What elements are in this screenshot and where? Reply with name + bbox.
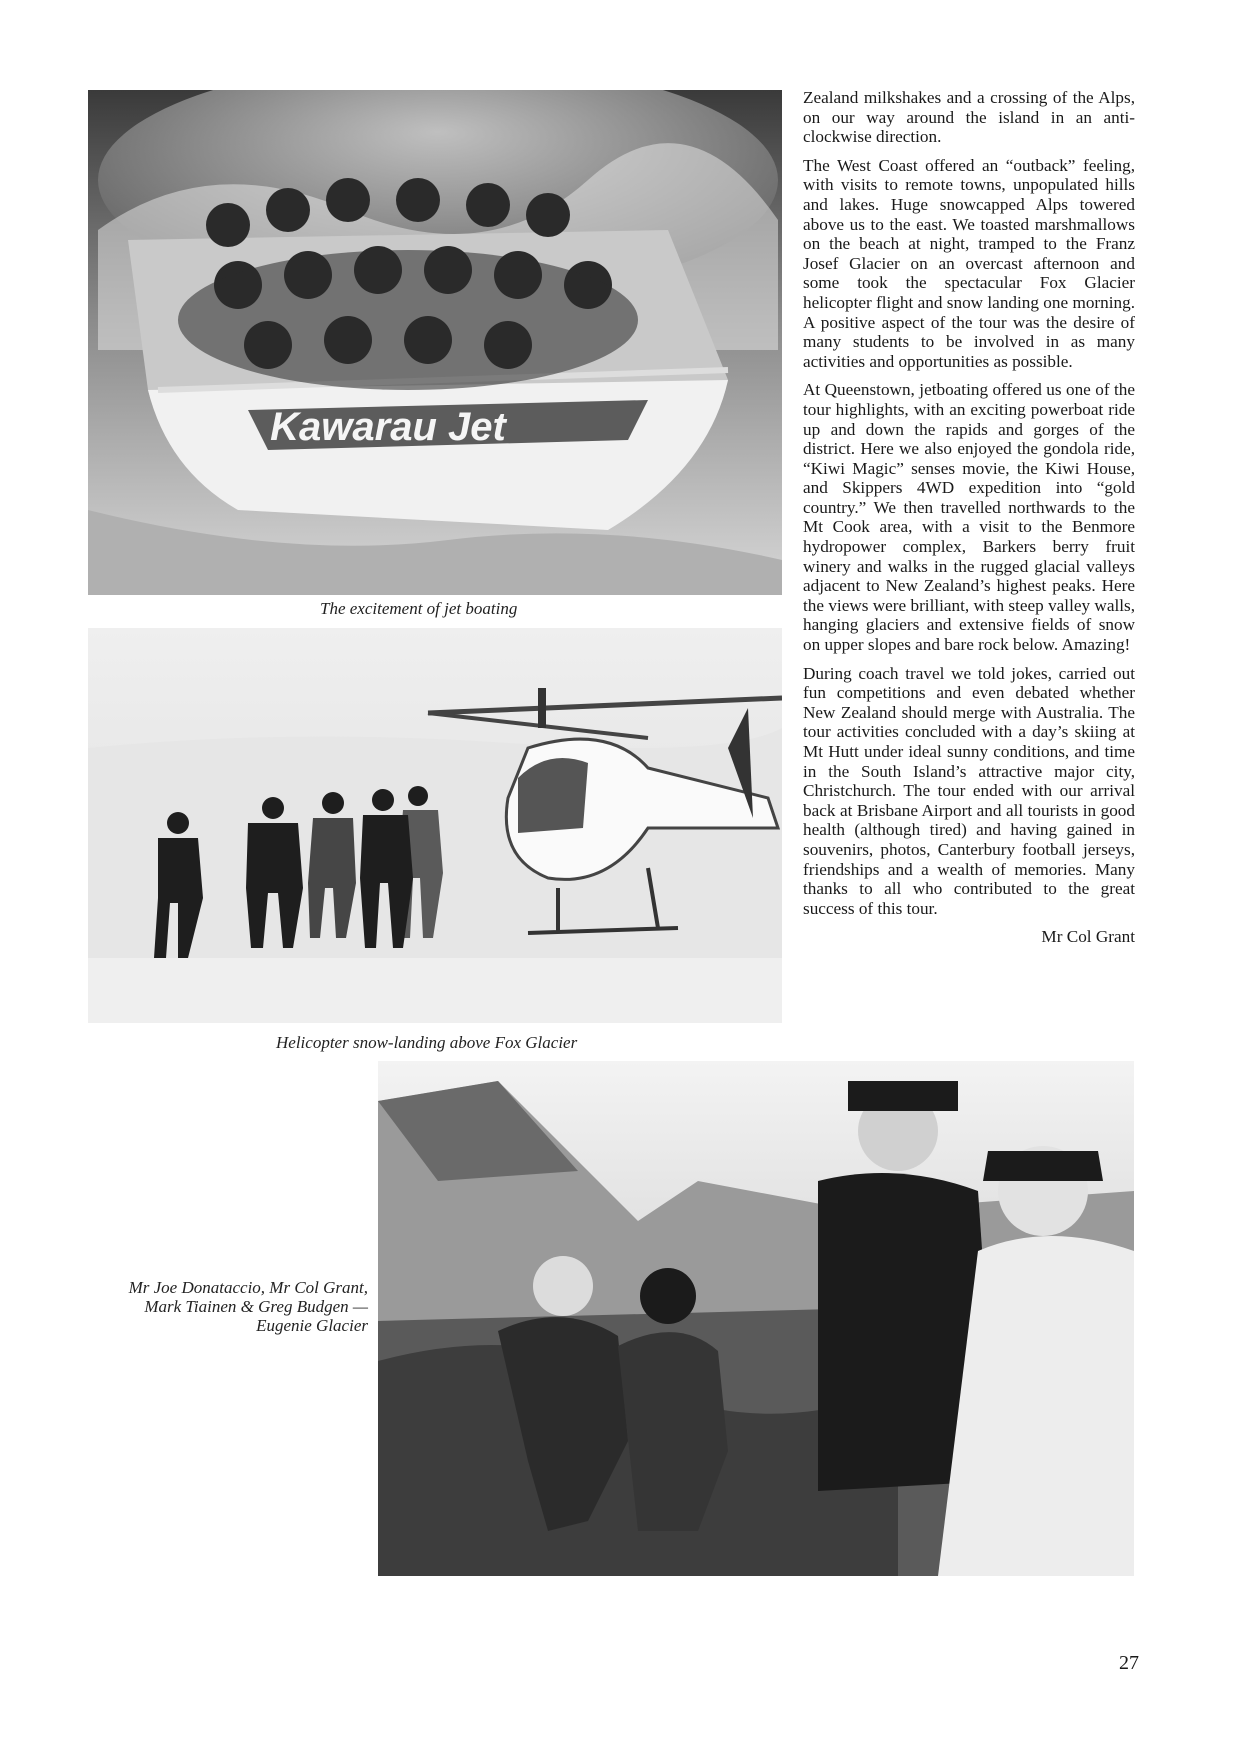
jet-boat-photo (88, 90, 782, 595)
glacier-caption-line-2: Mark Tiainen & Greg Budgen — (144, 1297, 368, 1316)
page-number: 27 (1119, 1652, 1139, 1674)
glacier-caption-line-1: Mr Joe Donataccio, Mr Col Grant, (128, 1278, 368, 1297)
jet-boat-caption: The excitement of jet boating (320, 599, 518, 618)
article-column (803, 88, 1135, 947)
article-signature: Mr Col Grant (1041, 927, 1135, 947)
article-paragraph-3: At Queenstown, jetboating offered us one of the tour highlights, with an exciting powerboat ride up and down the rapids and gorges of the district. Here we also enjoyed the gondola ride, “Kiwi Magic” senses movie, the Kiwi House, and Skippers 4WD expedition into “gold country.” We then travelled northwards to the Mt Cook area, with a visit to the Benmore hydropower complex, Barkers berry fruit winery and walks in the rugged glacial valleys adjacent to New Zealand’s highest peaks. Here the views were brilliant, with steep valley walls, hanging glaciers and extensive fields of snow on upper slopes and bare rock below. Amazing! (803, 380, 1135, 655)
article-paragraph-2: The West Coast offered an “outback” feeling, with visits to remote towns, unpopulated hills and lakes. Huge snowcapped Alps towered above us to the east. We toasted marshmallows on the beach at night, tramped to the Franz Josef Glacier on an overcast afternoon and some took the spectacular Fox Glacier helicopter flight and snow landing one morning. A positive aspect of the tour was the desire of many students to be involved in as many activities and opportunities as possible. (803, 155, 1135, 371)
helicopter-caption: Helicopter snow-landing above Fox Glacier (276, 1033, 578, 1052)
helicopter-photo (88, 628, 782, 1023)
boat-name-text: Kawarau Jet (270, 405, 506, 449)
article-paragraph-1: Zealand milkshakes and a crossing of the Alps, on our way around the island in an anti-clockwise direction. (803, 88, 1135, 147)
article-paragraph-4: During coach travel we told jokes, carried out fun competitions and even debated whether New Zealand should merge with Australia. The tour activities concluded with a day’s skiing at Mt Hutt under ideal sunny conditions, and time in the South Island’s attractive major city, Christchurch. The tour ended with our arrival back at Brisbane Airport and all tourists in good health (although tired) and having gained in souvenirs, photos, Canterbury football jerseys, friendships and a wealth of memories. Many thanks to all who contributed to the great success of this tour. (803, 663, 1135, 918)
glacier-caption (88, 1278, 368, 1335)
glacier-caption-line-3: Eugenie Glacier (256, 1316, 368, 1335)
glacier-group-photo (378, 1061, 1134, 1576)
